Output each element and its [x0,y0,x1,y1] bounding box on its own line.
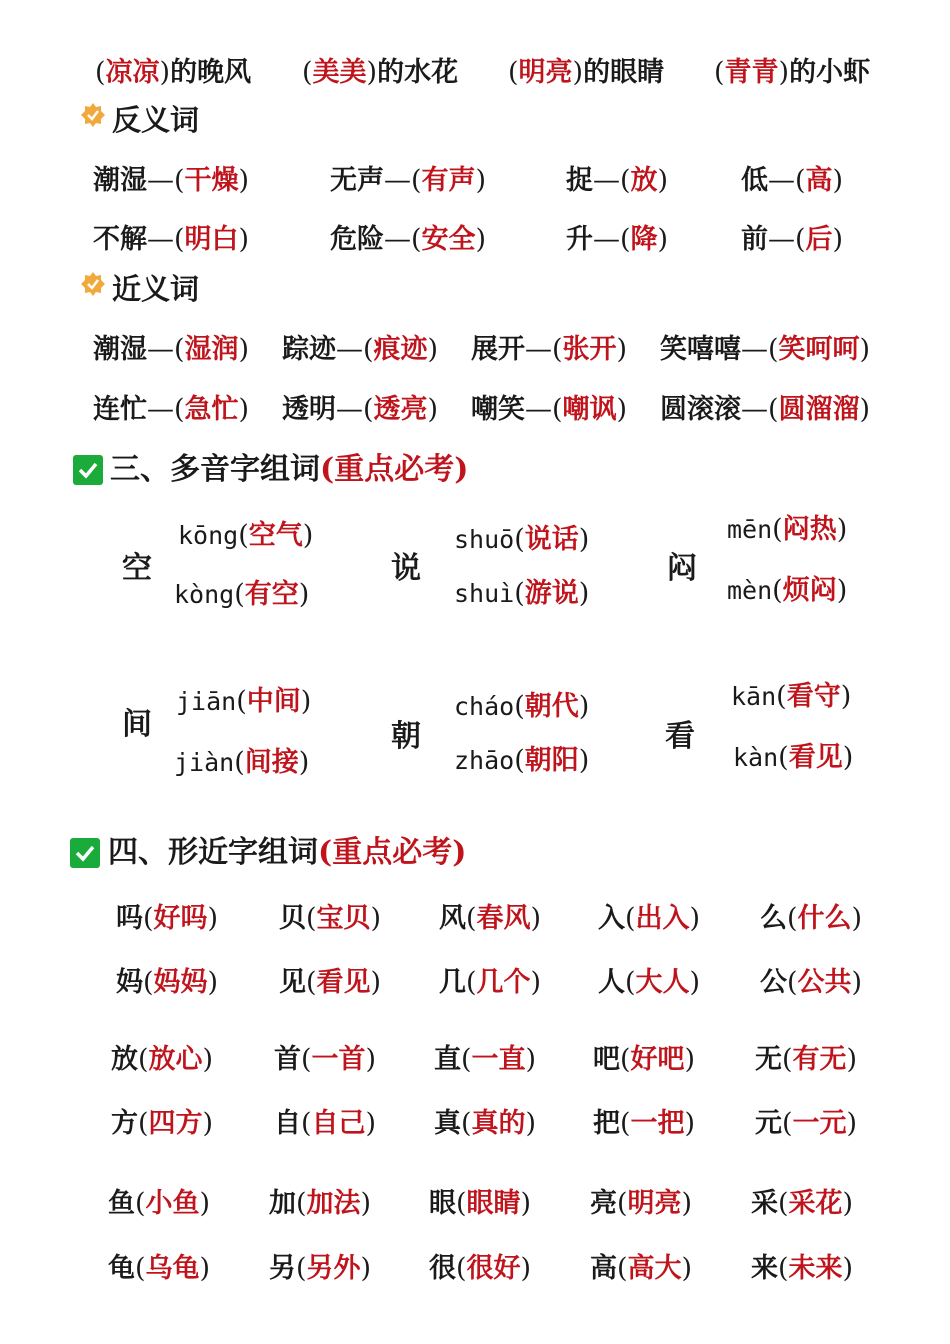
similar-item: 么(什么) [760,903,863,934]
word: 潮湿 [93,334,147,365]
polyphone-reading: kān(看守) [731,681,852,712]
similar-char: 把 [593,1108,620,1139]
similar-char: 高 [590,1253,617,1284]
similar-char: 见 [279,967,306,998]
similar-char: 眼 [429,1188,456,1219]
polyphone-reading: mēn(闷热) [727,514,848,545]
answer: 说话 [524,524,579,555]
answer: 后 [805,224,833,255]
antonym-item: 捉—(放) [566,165,669,196]
similar-answer: 放心 [148,1044,203,1075]
similar-answer: 加法 [306,1188,361,1219]
similar-answer: 好吗 [153,903,208,934]
similar-item: 直(一直) [434,1044,537,1075]
similar-item: 采(采花) [751,1188,854,1219]
similar-answer: 乌龟 [145,1253,200,1284]
similar-answer: 春风 [476,903,531,934]
section-note: (重点必考) [320,452,469,487]
similar-answer: 采花 [788,1188,843,1219]
phrase-4: (青青)的小虾 [714,57,871,88]
antonym-item: 无声—(有声) [330,165,487,196]
phrase-answer: 青青 [724,57,779,88]
similar-char: 采 [751,1188,778,1219]
similar-item: 几(几个) [439,967,542,998]
polyphone-char: 间 [122,707,152,742]
polyphone-reading: shuō(说话) [454,524,590,555]
pinyin: mèn [727,576,773,605]
polyphone-char: 空 [122,551,152,586]
polyphone-reading: cháo(朝代) [454,691,590,722]
pinyin: zhāo [454,746,515,775]
similar-item: 来(未来) [751,1253,854,1284]
word: 展开 [471,334,525,365]
similar-char: 方 [111,1108,138,1139]
word: 前 [741,224,768,255]
pinyin: shuì [454,579,515,608]
similar-answer: 什么 [797,903,852,934]
similar-answer: 几个 [476,967,531,998]
answer: 烦闷 [782,575,837,606]
similar-char: 很 [429,1253,456,1284]
similar-answer: 看见 [316,967,371,998]
answer: 有声 [421,165,476,196]
polyphone-reading: zhāo(朝阳) [454,745,590,776]
answer: 中间 [246,686,301,717]
similar-item: 见(看见) [279,967,382,998]
similar-char: 首 [274,1044,301,1075]
word: 圆滚滚 [660,394,741,425]
similar-char: 吧 [593,1044,620,1075]
similar-answer: 妈妈 [153,967,208,998]
phrase-answer: 明亮 [518,57,573,88]
similar-char: 风 [439,903,466,934]
pinyin: kōng [178,521,239,550]
similar-answer: 宝贝 [316,903,371,934]
similar-item: 鱼(小鱼) [108,1188,211,1219]
similar-item: 人(大人) [598,967,701,998]
similar-item: 放(放心) [111,1044,214,1075]
similar-char: 公 [760,967,787,998]
similar-item: 吧(好吧) [593,1044,696,1075]
antonym-item: 升—(降) [566,224,669,255]
phrase-answer: 凉凉 [105,57,160,88]
synonym-item: 嘲笑—(嘲讽) [471,394,628,425]
similar-answer: 小鱼 [145,1188,200,1219]
similar-answer: 自己 [311,1108,366,1139]
similar-item: 元(一元) [755,1108,858,1139]
antonyms-title: 反义词 [112,103,200,137]
section-title: 三、多音字组词 [110,452,320,487]
polyphone-char: 说 [391,551,421,586]
similar-item: 公(公共) [760,967,863,998]
similar-answer: 一元 [792,1108,847,1139]
similar-answer: 明亮 [627,1188,682,1219]
similar-answer: 未来 [788,1253,843,1284]
phrase-1: (凉凉)的晚风 [95,57,252,88]
word: 踪迹 [282,334,336,365]
similar-item: 眼(眼睛) [429,1188,532,1219]
similar-item: 真(真的) [434,1108,537,1139]
similar-item: 高(高大) [590,1253,693,1284]
answer: 朝代 [524,691,579,722]
pinyin: kàn [733,743,779,772]
similar-answer: 真的 [471,1108,526,1139]
word: 不解 [93,224,147,255]
synonym-item: 展开—(张开) [471,334,628,365]
answer: 圆溜溜 [778,394,860,425]
word: 升 [566,224,593,255]
word: 捉 [566,165,593,196]
similar-item: 加(加法) [269,1188,372,1219]
answer: 放 [630,165,658,196]
word: 无声 [330,165,384,196]
similar-answer: 一把 [630,1108,685,1139]
pinyin: jiān [176,687,237,716]
similar-answer: 另外 [306,1253,361,1284]
similar-item: 吗(好吗) [116,903,219,934]
polyphone-reading: shuì(游说) [454,578,590,609]
phrase-rest: 的晚风 [170,57,252,88]
similar-char: 几 [439,967,466,998]
word: 透明 [282,394,336,425]
answer: 急忙 [184,394,239,425]
answer: 高 [805,165,833,196]
synonym-item: 踪迹—(痕迹) [282,334,439,365]
similar-char: 来 [751,1253,778,1284]
antonym-item: 不解—(明白) [93,224,250,255]
word: 危险 [330,224,384,255]
synonym-item: 圆滚滚—(圆溜溜) [660,394,871,425]
similar-char: 真 [434,1108,461,1139]
answer: 痕迹 [373,334,428,365]
antonym-item: 潮湿—(干燥) [93,165,250,196]
similar-answer: 好吧 [630,1044,685,1075]
similar-answer: 四方 [148,1108,203,1139]
similar-item: 入(出入) [598,903,701,934]
checkmark-icon [73,455,103,485]
similar-char: 元 [755,1108,782,1139]
similar-item: 贝(宝贝) [279,903,382,934]
answer: 闷热 [782,514,837,545]
polyphone-reading: mèn(烦闷) [727,575,848,606]
phrase-answer: 美美 [312,57,367,88]
word: 嘲笑 [471,394,525,425]
word: 连忙 [93,394,147,425]
answer: 看见 [788,742,843,773]
similar-item: 很(很好) [429,1253,532,1284]
similar-char: 亮 [590,1188,617,1219]
synonyms-title: 近义词 [112,272,200,306]
antonym-item: 前—(后) [741,224,844,255]
polyphone-reading: kàn(看见) [733,742,854,773]
similar-answer: 大人 [635,967,690,998]
similar-answer: 公共 [797,967,852,998]
checkmark-icon [70,838,100,868]
similar-char: 入 [598,903,625,934]
similar-char: 么 [760,903,787,934]
similar-item: 妈(妈妈) [116,967,219,998]
phrase-3: (明亮)的眼睛 [508,57,665,88]
answer: 看守 [786,681,841,712]
similar-answer: 有无 [792,1044,847,1075]
section-note: (重点必考) [318,835,467,870]
polyphone-reading: kōng(空气) [178,520,314,551]
answer: 降 [630,224,658,255]
phrase-rest: 的眼睛 [583,57,665,88]
answer: 嘲讽 [562,394,617,425]
similar-item: 无(有无) [755,1044,858,1075]
synonym-item: 笑嘻嘻—(笑呵呵) [660,334,871,365]
synonym-item: 透明—(透亮) [282,394,439,425]
phrase-rest: 的小虾 [789,57,871,88]
similar-answer: 高大 [627,1253,682,1284]
answer: 明白 [184,224,239,255]
similar-item: 首(一首) [274,1044,377,1075]
answer: 有空 [244,579,299,610]
similar-item: 把(一把) [593,1108,696,1139]
similar-answer: 很好 [466,1253,521,1284]
answer: 间接 [244,747,299,778]
similar-char: 鱼 [108,1188,135,1219]
badge-check-icon [80,102,106,128]
badge-check-icon [80,271,106,297]
similar-item: 龟(乌龟) [108,1253,211,1284]
answer: 湿润 [184,334,239,365]
similar-char: 贝 [279,903,306,934]
pinyin: cháo [454,692,515,721]
pinyin: kòng [174,580,235,609]
phrase-rest: 的水花 [377,57,459,88]
similar-answer: 眼睛 [466,1188,521,1219]
similar-char: 龟 [108,1253,135,1284]
answer: 安全 [421,224,476,255]
antonym-item: 危险—(安全) [330,224,487,255]
word: 低 [741,165,768,196]
pinyin: shuō [454,525,515,554]
similar-item: 风(春风) [439,903,542,934]
similar-char: 直 [434,1044,461,1075]
answer: 透亮 [373,394,428,425]
phrase-2: (美美)的水花 [302,57,459,88]
synonym-item: 连忙—(急忙) [93,394,250,425]
pinyin: kān [731,682,777,711]
polyphone-char: 看 [665,719,695,754]
similar-char: 放 [111,1044,138,1075]
similar-answer: 一首 [311,1044,366,1075]
similar-item: 方(四方) [111,1108,214,1139]
similar-char: 另 [269,1253,296,1284]
antonym-item: 低—(高) [741,165,844,196]
similar-char: 自 [274,1108,301,1139]
word: 潮湿 [93,165,147,196]
similar-item: 自(自己) [274,1108,377,1139]
pinyin: jiàn [174,748,235,777]
polyphone-reading: jiān(中间) [176,686,312,717]
similar-char: 吗 [116,903,143,934]
answer: 干燥 [184,165,239,196]
polyphone-reading: jiàn(间接) [174,747,310,778]
section-title: 四、形近字组词 [108,835,318,870]
answer: 游说 [524,578,579,609]
similar-item: 另(另外) [269,1253,372,1284]
similar-char: 无 [755,1044,782,1075]
polyphone-reading: kòng(有空) [174,579,310,610]
similar-char: 人 [598,967,625,998]
polyphone-char: 朝 [391,719,421,754]
polyphone-char: 闷 [667,551,697,586]
word: 笑嘻嘻 [660,334,741,365]
answer: 朝阳 [524,745,579,776]
synonym-item: 潮湿—(湿润) [93,334,250,365]
answer: 张开 [562,334,617,365]
similar-answer: 一直 [471,1044,526,1075]
section-4-heading [108,834,466,872]
answer: 笑呵呵 [778,334,860,365]
section-3-heading [110,451,468,489]
answer: 空气 [248,520,303,551]
similar-item: 亮(明亮) [590,1188,693,1219]
similar-char: 加 [269,1188,296,1219]
similar-char: 妈 [116,967,143,998]
pinyin: mēn [727,515,773,544]
similar-answer: 出入 [635,903,690,934]
